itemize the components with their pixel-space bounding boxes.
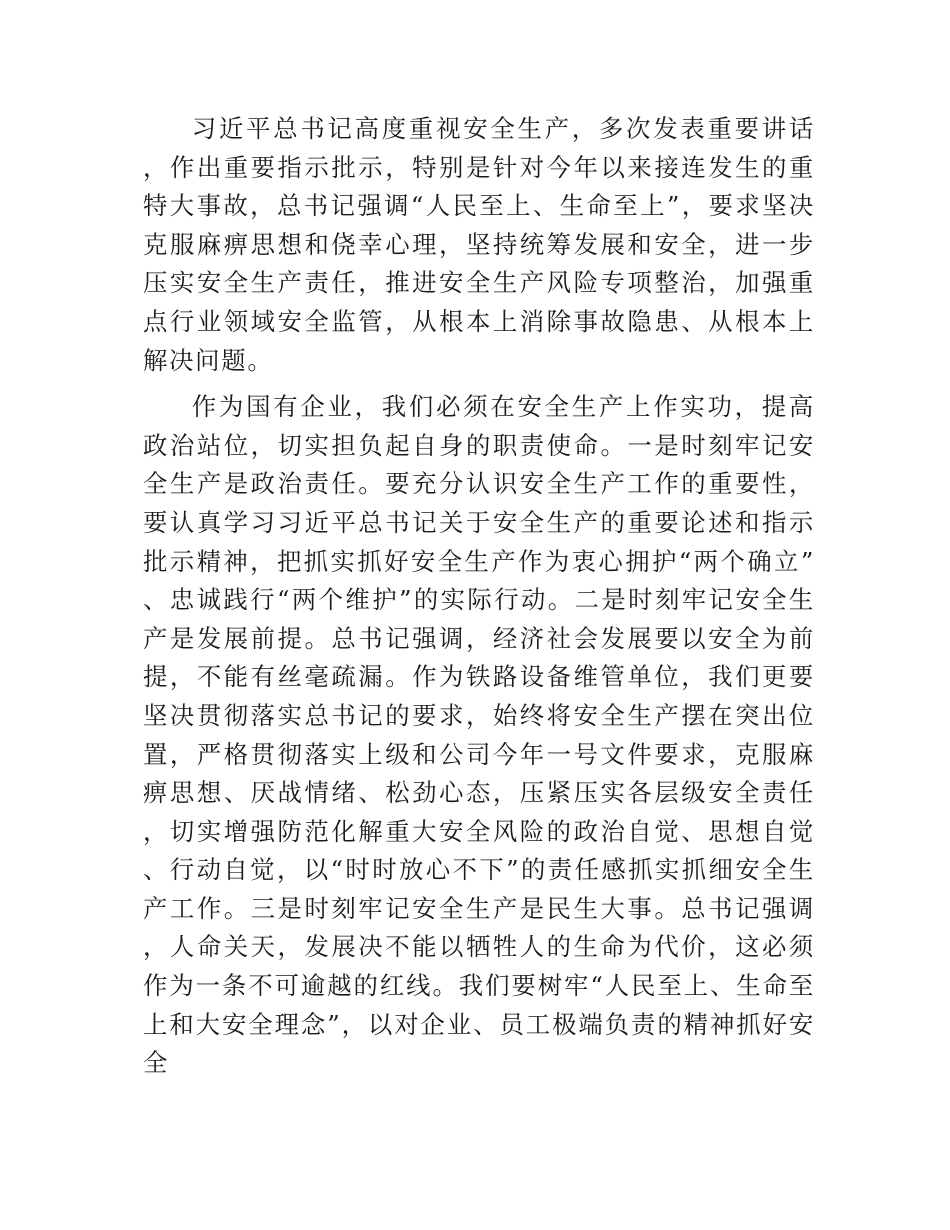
paragraph-1: 习近平总书记高度重视安全生产，多次发表重要讲话，作出重要指示批示，特别是针对今年以来接连发生的重特大事故，总书记强调“人民至上、生命至上”，要求坚决克服麻痹思想和侥幸心理，坚持统筹发展和安全，进一步压实安全生产责任，推进安全生产风险专项整治，加强重点行业领域安全监管，从根本上消除事故隐患、从根本上解决问题。 <box>143 114 815 375</box>
paragraph-2: 作为国有企业，我们必须在安全生产上作实功，提高政治站位，切实担负起自身的职责使命。一是时刻牢记安全生产是政治责任。要充分认识安全生产工作的重要性，要认真学习习近平总书记关于安全生产的重要论述和指示批示精神，把抓实抓好安全生产作为衷心拥护“两个确立”、忠诚践行“两个维护”的实际行动。二是时刻牢记安全生产是发展前提。总书记强调，经济社会发展要以安全为前提，不能有丝毫疏漏。作为铁路设备维管单位，我们更要坚决贯彻落实总书记的要求，始终将安全生产摆在突出位置，严格贯彻落实上级和公司今年一号文件要求，克服麻痹思想、厌战情绪、松劲心态，压紧压实各层级安全责任，切实增强防范化解重大安全风险的政治自觉、思想自觉、行动自觉，以“时时放心不下”的责任感抓实抓细安全生产工作。三是时刻牢记安全生产是民生大事。总书记强调，人命关天，发展决不能以牺牲人的生命为代价，这必须作为一条不可逾越的红线。我们要树牢“人民至上、生命至上和大安全理念”，以对企业、员工极端负责的精神抓好安全 <box>143 392 815 1078</box>
document-body <box>143 110 815 1083</box>
